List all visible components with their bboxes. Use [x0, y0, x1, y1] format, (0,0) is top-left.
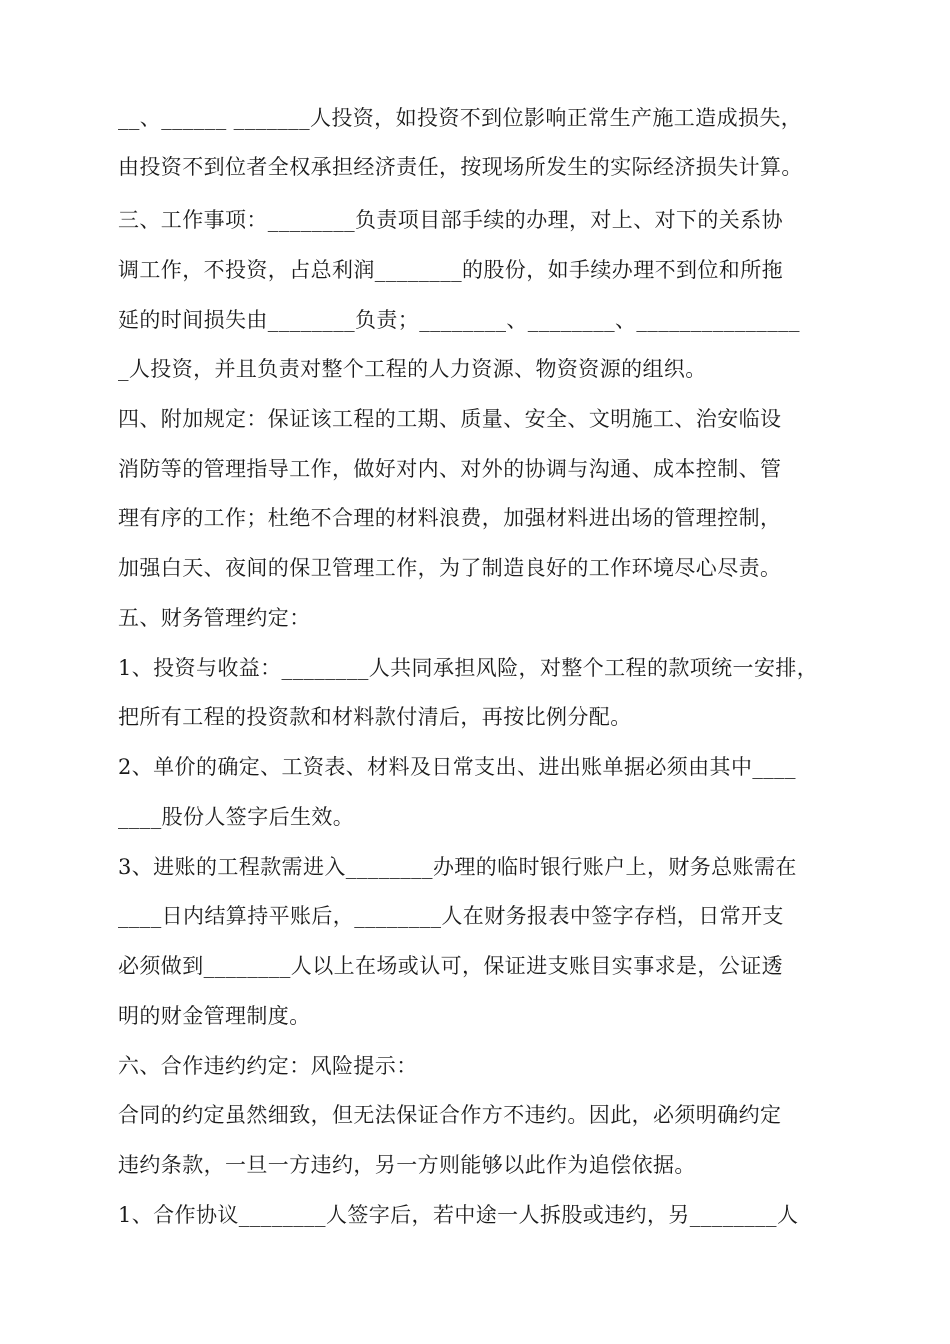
text-line: 1、合作协议________人签字后，若中途一人拆股或违约，另________人 — [118, 1203, 799, 1227]
section-heading: 五、财务管理约定： — [118, 606, 311, 630]
text-line: 必须做到________人以上在场或认可，保证进支账目实事求是，公证透 — [118, 954, 783, 978]
text-line: 三、工作事项：________负责项目部手续的办理，对上、对下的关系协 — [118, 208, 783, 232]
text-line: 消防等的管理指导工作，做好对内、对外的协调与沟通、成本控制、管 — [118, 457, 782, 481]
text-line: 加强白天、夜间的保卫管理工作，为了制造良好的工作环境尽心尽责。 — [118, 556, 782, 580]
text-line: __、______ _______人投资，如投资不到位影响正常生产施工造成损失， — [118, 106, 803, 130]
text-line: 明的财金管理制度。 — [118, 1004, 311, 1028]
text-line: _人投资，并且负责对整个工程的人力资源、物资资源的组织。 — [118, 357, 707, 381]
text-line: 四、附加规定：保证该工程的工期、质量、安全、文明施工、治安临设 — [118, 407, 782, 431]
text-line: 3、进账的工程款需进入________办理的临时银行账户上，财务总账需在 — [118, 855, 797, 879]
text-line: ____股份人签字后生效。 — [118, 805, 355, 829]
section-heading: 六、合作违约约定：风险提示： — [118, 1054, 418, 1078]
text-line: 延的时间损失由________负责；________、________、_______________ — [118, 308, 800, 332]
text-line: 合同的约定虽然细致，但无法保证合作方不违约。因此，必须明确约定 — [118, 1103, 782, 1127]
text-line: ____日内结算持平账后，________人在财务报表中签字存档，日常开支 — [118, 904, 784, 928]
text-line: 2、单价的确定、工资表、材料及日常支出、进出账单据必须由其中____ — [118, 755, 796, 779]
text-line: 1、投资与收益：________人共同承担风险，对整个工程的款项统一安排， — [118, 656, 819, 680]
text-line: 违约条款，一旦一方违约，另一方则能够以此作为追偿依据。 — [118, 1153, 696, 1177]
text-line: 把所有工程的投资款和材料款付清后，再按比例分配。 — [118, 705, 632, 729]
text-line: 由投资不到位者全权承担经济责任，按现场所发生的实际经济损失计算。 — [118, 155, 803, 179]
text-line: 调工作，不投资，占总利润________的股份，如手续办理不到位和所拖 — [118, 258, 783, 282]
text-line: 理有序的工作；杜绝不合理的材料浪费，加强材料进出场的管理控制， — [118, 506, 782, 530]
